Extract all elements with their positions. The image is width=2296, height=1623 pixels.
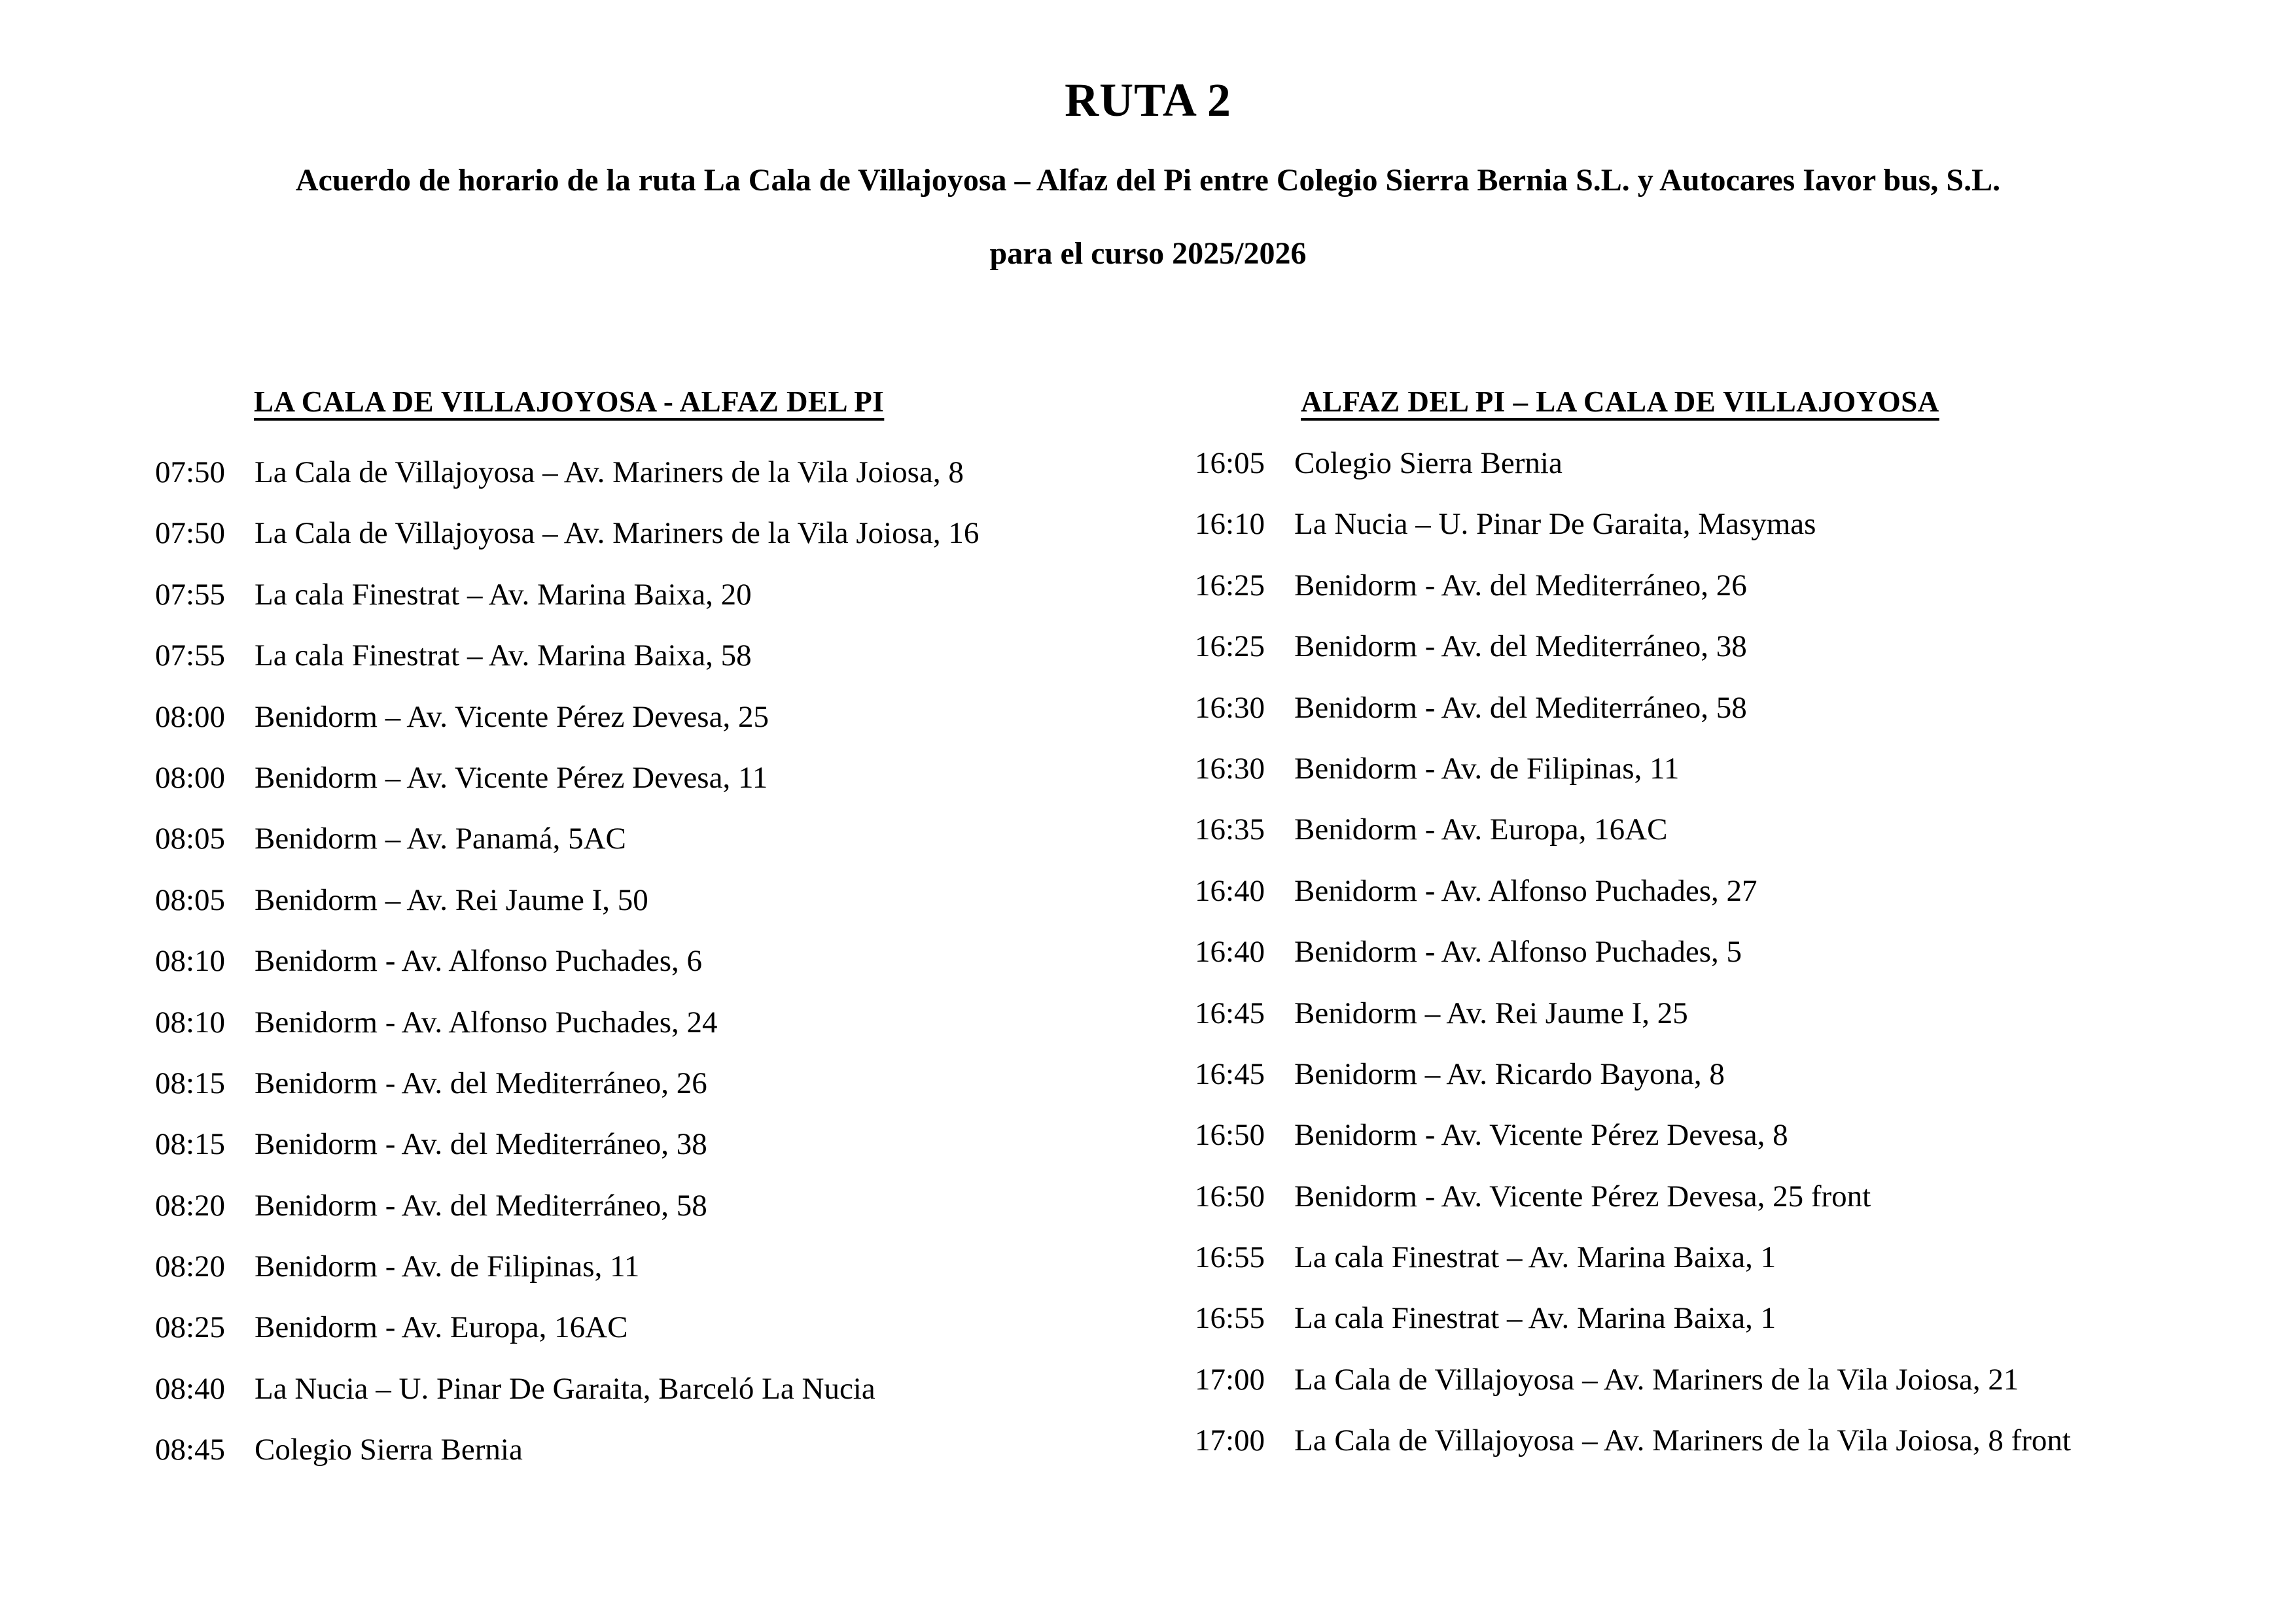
- schedule-row: [155, 565, 979, 625]
- schedule-row: [155, 1236, 979, 1297]
- stop-description: Benidorm - Av. Vicente Pérez Devesa, 25 front: [1294, 1179, 1871, 1213]
- stop-description: La cala Finestrat – Av. Marina Baixa, 1: [1294, 1240, 1776, 1275]
- schedule-row: [1195, 799, 2071, 860]
- schedule-row: [1195, 1105, 2071, 1166]
- schedule-row: [155, 625, 979, 686]
- stop-description: Benidorm - Av. Europa, 16AC: [255, 1310, 628, 1345]
- stop-time: 08:00: [155, 699, 226, 734]
- schedule-row: [1195, 433, 2071, 494]
- stop-time: 08:20: [155, 1249, 226, 1284]
- stop-time: 16:50: [1195, 1179, 1265, 1213]
- stop-time: 16:55: [1195, 1240, 1265, 1275]
- schedule-row: [155, 1420, 979, 1480]
- schedule-row: [155, 1053, 979, 1114]
- schedule-row: [1195, 1350, 2071, 1410]
- stop-time: 08:15: [155, 1066, 226, 1100]
- stop-description: La Nucia – U. Pinar De Garaita, Masymas: [1294, 507, 1816, 542]
- schedule-row: [1195, 1227, 2071, 1288]
- schedule-row: [155, 1176, 979, 1236]
- schedule-row: [155, 809, 979, 869]
- stop-description: La cala Finestrat – Av. Marina Baixa, 1: [1294, 1301, 1776, 1336]
- stop-description: Benidorm - Av. Vicente Pérez Devesa, 8: [1294, 1118, 1788, 1153]
- stop-time: 08:20: [155, 1188, 226, 1223]
- stop-description: Benidorm - Av. del Mediterráneo, 38: [255, 1127, 707, 1162]
- stop-time: 08:40: [155, 1371, 226, 1406]
- schedule-row: [1195, 861, 2071, 922]
- schedule-row: [155, 992, 979, 1053]
- schedule-row: [155, 1114, 979, 1175]
- stop-description: Benidorm - Av. del Mediterráneo, 58: [255, 1188, 707, 1223]
- schedule-row: [1195, 983, 2071, 1044]
- stop-description: Benidorm - Av. Alfonso Puchades, 27: [1294, 873, 1757, 908]
- stop-description: Benidorm - Av. de Filipinas, 11: [1294, 751, 1680, 786]
- stop-time: 07:50: [155, 455, 226, 489]
- schedule-row: [155, 687, 979, 748]
- stop-description: Benidorm - Av. del Mediterráneo, 58: [1294, 690, 1747, 725]
- stop-time: 16:30: [1195, 690, 1265, 725]
- schedule-row: [155, 1359, 979, 1420]
- schedule-row: [1195, 494, 2071, 555]
- schedule-row: [1195, 922, 2071, 983]
- stop-time: 08:05: [155, 882, 226, 917]
- stop-time: 17:00: [1195, 1423, 1265, 1458]
- stop-time: 16:50: [1195, 1118, 1265, 1153]
- stop-description: La Cala de Villajoyosa – Av. Mariners de la Vila Joiosa, 16: [255, 516, 980, 551]
- stop-time: 08:25: [155, 1310, 226, 1345]
- subtitle-course-year: para el curso 2025/2026: [989, 236, 1307, 271]
- stop-time: 16:10: [1195, 507, 1265, 542]
- stop-description: Benidorm - Av. del Mediterráneo, 38: [1294, 629, 1747, 664]
- stop-time: 16:25: [1195, 568, 1265, 602]
- stop-description: Benidorm - Av. del Mediterráneo, 26: [255, 1066, 707, 1100]
- page-title: RUTA 2: [1065, 74, 1231, 126]
- stop-time: 16:45: [1195, 996, 1265, 1030]
- schedule-row: [155, 1297, 979, 1358]
- stop-time: 17:00: [1195, 1362, 1265, 1397]
- stop-time: 08:10: [155, 944, 226, 979]
- stop-description: Benidorm - Av. del Mediterráneo, 26: [1294, 568, 1747, 602]
- stop-description: Benidorm – Av. Vicente Pérez Devesa, 25: [255, 699, 769, 734]
- stop-description: La Cala de Villajoyosa – Av. Mariners de la Vila Joiosa, 8 front: [1294, 1423, 2071, 1458]
- stop-time: 07:55: [155, 577, 226, 612]
- stop-description: Colegio Sierra Bernia: [1294, 446, 1563, 480]
- stop-description: Benidorm - Av. de Filipinas, 11: [255, 1249, 640, 1284]
- schedule-row: [155, 503, 979, 564]
- stop-time: 16:40: [1195, 935, 1265, 969]
- schedule-row: [1195, 1288, 2071, 1349]
- outbound-schedule-list: [155, 442, 979, 1481]
- stop-description: Benidorm - Av. Alfonso Puchades, 24: [255, 1005, 718, 1039]
- stop-description: Benidorm – Av. Rei Jaume I, 25: [1294, 996, 1688, 1030]
- stop-time: 07:55: [155, 638, 226, 673]
- return-column-header: ALFAZ DEL PI – LA CALA DE VILLAJOYOSA: [1301, 385, 1939, 418]
- stop-description: Benidorm – Av. Ricardo Bayona, 8: [1294, 1056, 1725, 1091]
- schedule-row: [1195, 555, 2071, 616]
- stop-time: 07:50: [155, 516, 226, 551]
- stop-time: 16:30: [1195, 751, 1265, 786]
- stop-description: Benidorm - Av. Europa, 16AC: [1294, 812, 1668, 847]
- stop-description: La Cala de Villajoyosa – Av. Mariners de la Vila Joiosa, 21: [1294, 1362, 2019, 1397]
- stop-description: Benidorm – Av. Panamá, 5AC: [255, 822, 626, 856]
- stop-time: 16:40: [1195, 873, 1265, 908]
- stop-time: 08:15: [155, 1127, 226, 1162]
- schedule-row: [1195, 1410, 2071, 1471]
- schedule-row: [1195, 616, 2071, 677]
- schedule-row: [155, 931, 979, 992]
- subtitle-agreement: Acuerdo de horario de la ruta La Cala de Villajoyosa – Alfaz del Pi entre Colegio Sierra Bernia S.L. y Autocares Iavor bus, S.L.: [295, 163, 2001, 198]
- stop-description: Benidorm – Av. Rei Jaume I, 50: [255, 882, 648, 917]
- stop-time: 08:45: [155, 1433, 226, 1467]
- stop-description: Colegio Sierra Bernia: [255, 1433, 523, 1467]
- schedule-row: [1195, 739, 2071, 799]
- stop-time: 16:45: [1195, 1056, 1265, 1091]
- stop-time: 08:10: [155, 1005, 226, 1039]
- stop-description: Benidorm - Av. Alfonso Puchades, 5: [1294, 935, 1742, 969]
- stop-time: 16:05: [1195, 446, 1265, 480]
- stop-description: Benidorm - Av. Alfonso Puchades, 6: [255, 944, 703, 979]
- schedule-row: [1195, 678, 2071, 739]
- schedule-row: [1195, 1044, 2071, 1105]
- stop-description: La Cala de Villajoyosa – Av. Mariners de la Vila Joiosa, 8: [255, 455, 964, 489]
- schedule-row: [155, 870, 979, 931]
- stop-description: La Nucia – U. Pinar De Garaita, Barceló La Nucia: [255, 1371, 875, 1406]
- schedule-row: [1195, 1166, 2071, 1227]
- stop-time: 16:55: [1195, 1301, 1265, 1336]
- stop-time: 08:05: [155, 822, 226, 856]
- stop-description: La cala Finestrat – Av. Marina Baixa, 58: [255, 638, 752, 673]
- stop-time: 16:25: [1195, 629, 1265, 664]
- schedule-row: [155, 748, 979, 809]
- schedule-row: [155, 442, 979, 503]
- stop-time: 08:00: [155, 760, 226, 795]
- return-schedule-list: [1195, 433, 2071, 1472]
- stop-time: 16:35: [1195, 812, 1265, 847]
- stop-description: Benidorm – Av. Vicente Pérez Devesa, 11: [255, 760, 768, 795]
- outbound-column-header: LA CALA DE VILLAJOYOSA - ALFAZ DEL PI: [254, 385, 885, 418]
- stop-description: La cala Finestrat – Av. Marina Baixa, 20: [255, 577, 752, 612]
